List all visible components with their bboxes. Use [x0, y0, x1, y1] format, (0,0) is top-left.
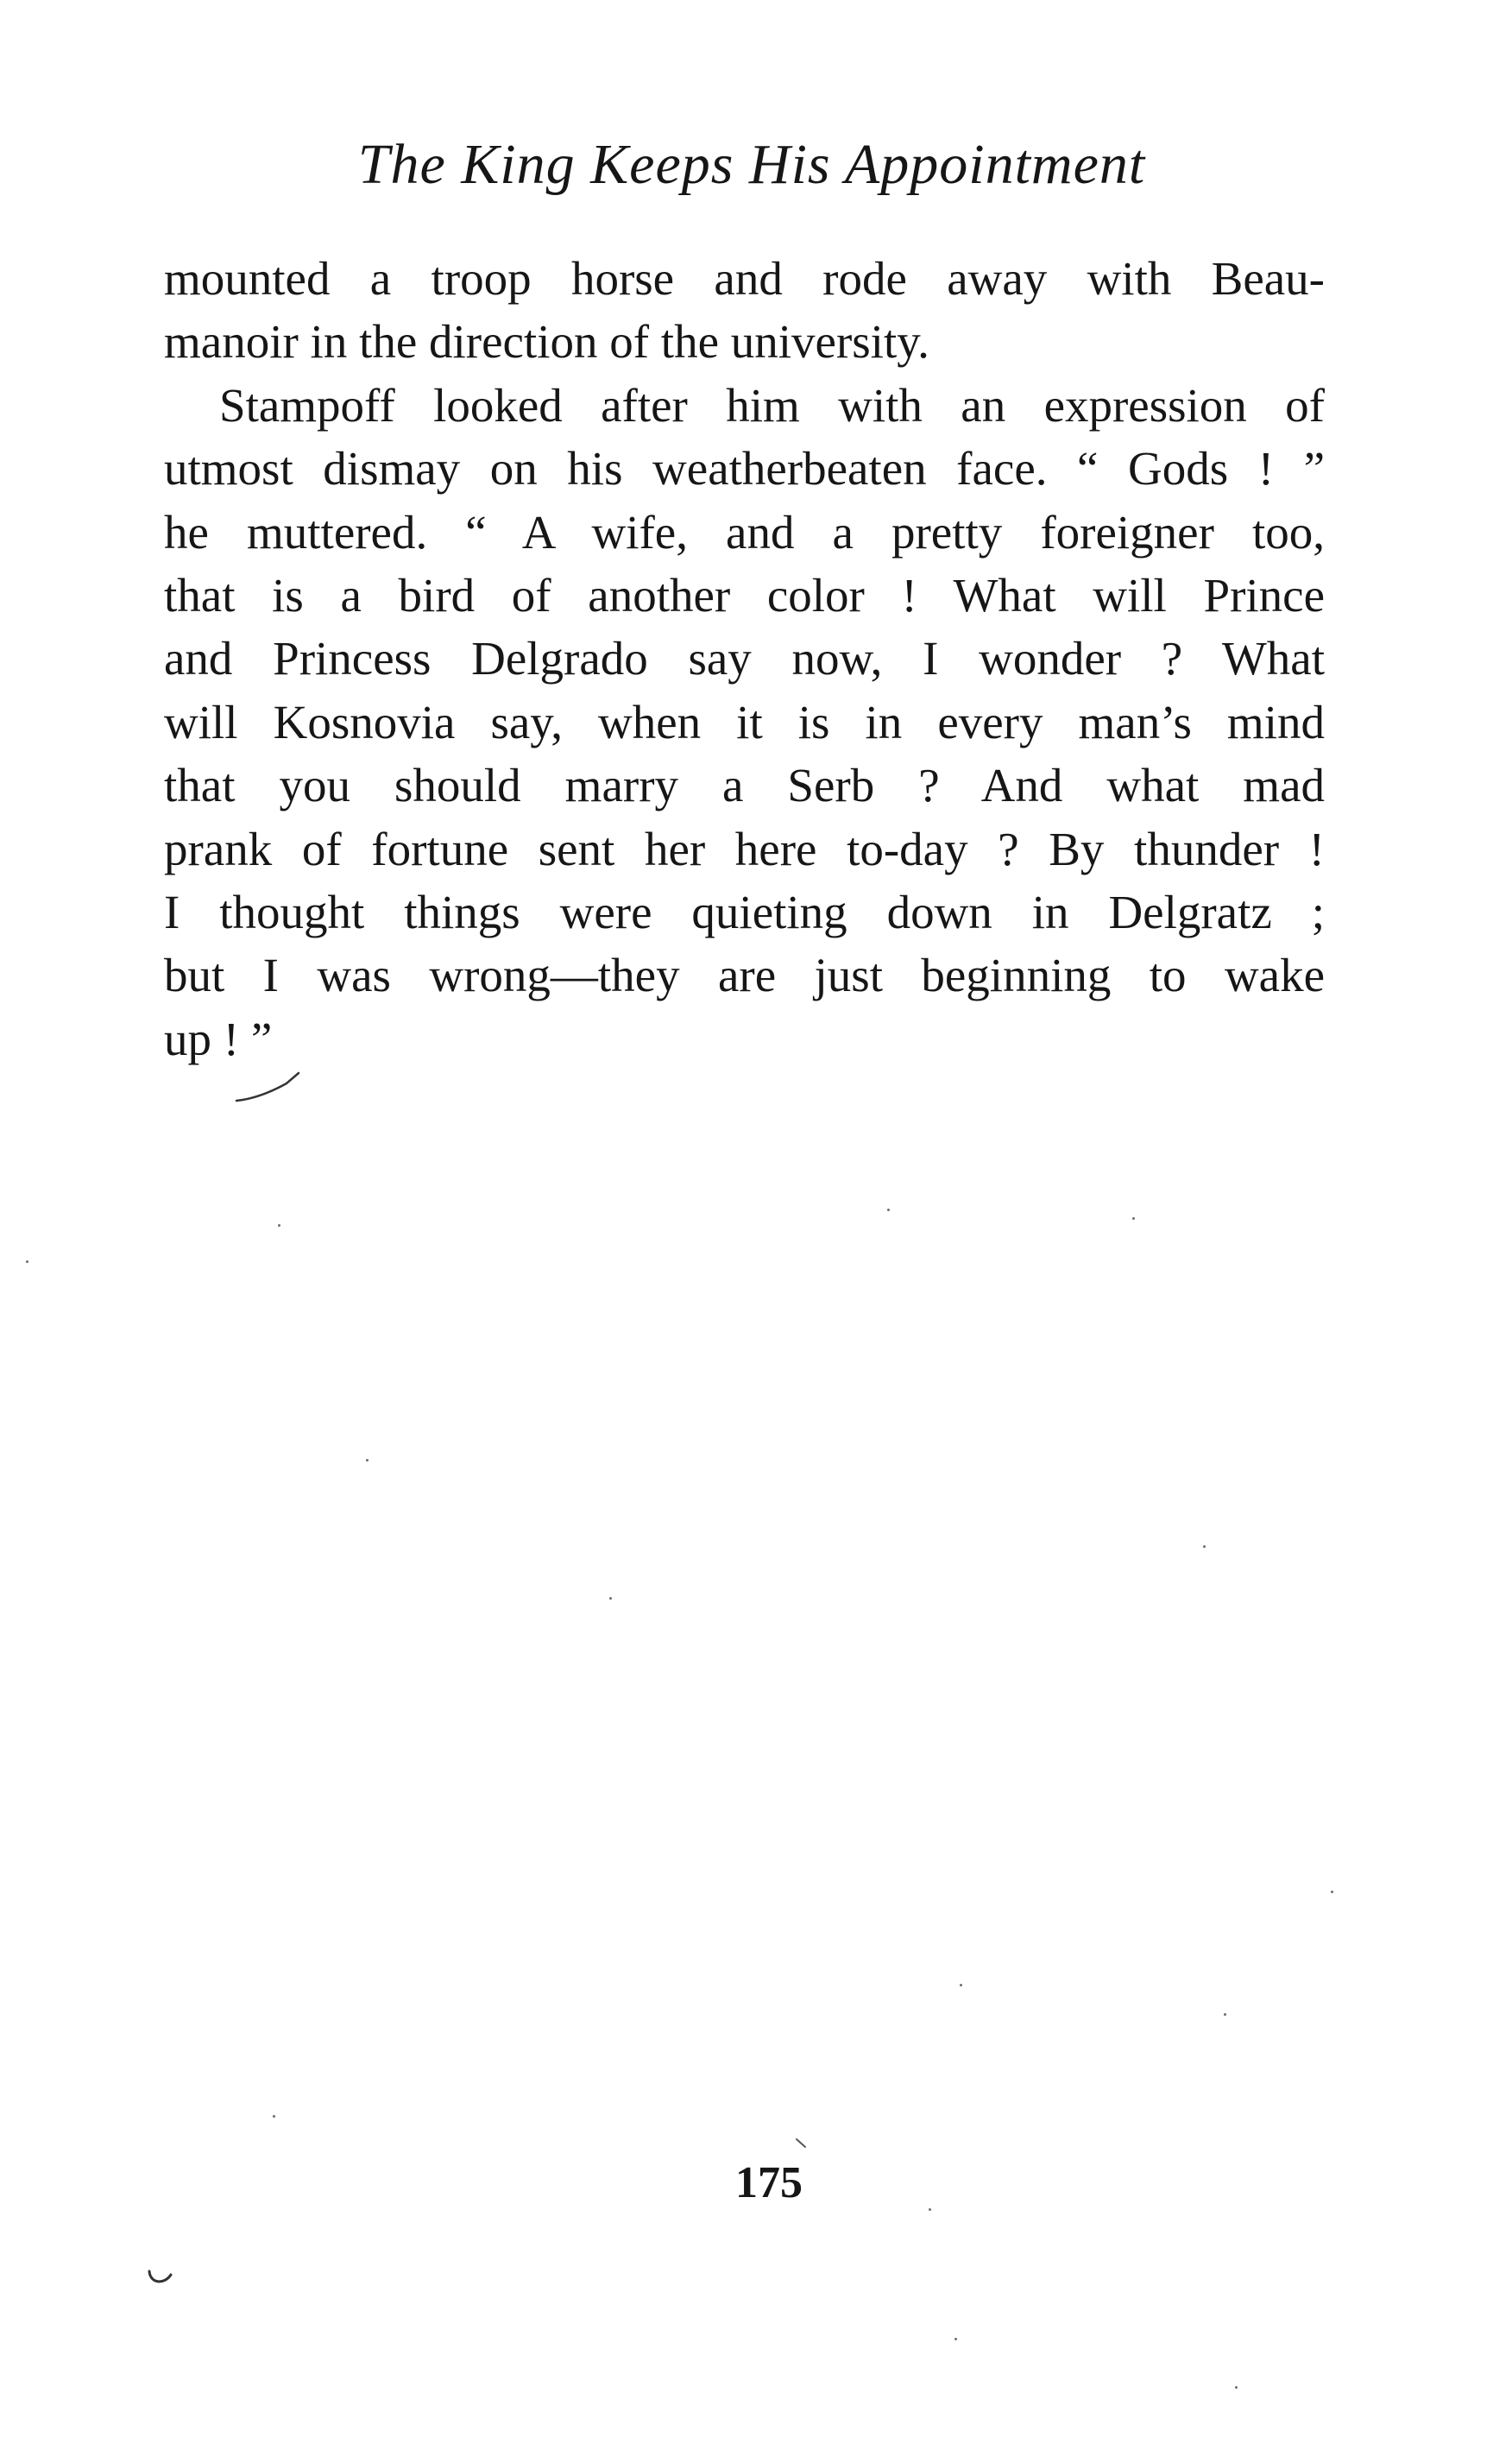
text-line: will Kosnovia say, when it is in every man’s mind	[164, 695, 1325, 748]
text-line: prank of fortune sent her here to-day ? By thunder !	[164, 822, 1325, 875]
speck	[1224, 2013, 1226, 2016]
text-line: and Princess Delgrado say now, I wonder ? What	[164, 632, 1325, 685]
body-text	[164, 247, 1325, 1070]
text-line: I thought things were quieting down in Delgratz ;	[164, 885, 1325, 938]
text-line: utmost dismay on his weatherbeaten face. “ Gods ! ”	[164, 442, 1325, 496]
text-line: that you should marry a Serb ? And what mad	[164, 759, 1325, 812]
speck	[954, 2338, 957, 2340]
speck	[960, 1984, 962, 1986]
speck	[1235, 2386, 1238, 2389]
curl-mark	[145, 2266, 180, 2292]
page-number: 175	[735, 2158, 803, 2207]
speck	[26, 1260, 28, 1263]
speck	[1203, 1545, 1206, 1548]
speck	[366, 1459, 369, 1462]
speck	[609, 1597, 612, 1600]
speck	[887, 1209, 890, 1211]
tick-mark	[794, 2137, 811, 2154]
text-line: up ! ”	[164, 1012, 273, 1065]
speck	[929, 2208, 931, 2211]
running-head: The King Keeps His Appointment	[357, 133, 1146, 196]
speck	[278, 1224, 280, 1227]
text-line: Stampoff looked after him with an expression of	[219, 378, 1325, 432]
text-line: but I was wrong—they are just beginning to wake	[164, 949, 1325, 1002]
text-line: mounted a troop horse and rode away with Beau-	[164, 252, 1325, 305]
pen-stroke-mark	[233, 1066, 311, 1109]
text-line: that is a bird of another color ! What will Prince	[164, 568, 1325, 622]
speck	[1331, 1891, 1333, 1893]
speck	[1132, 1217, 1135, 1220]
text-line: manoir in the direction of the university.	[164, 315, 929, 369]
text-line: he muttered. “ A wife, and a pretty foreigner too,	[164, 505, 1325, 559]
speck	[273, 2115, 275, 2118]
